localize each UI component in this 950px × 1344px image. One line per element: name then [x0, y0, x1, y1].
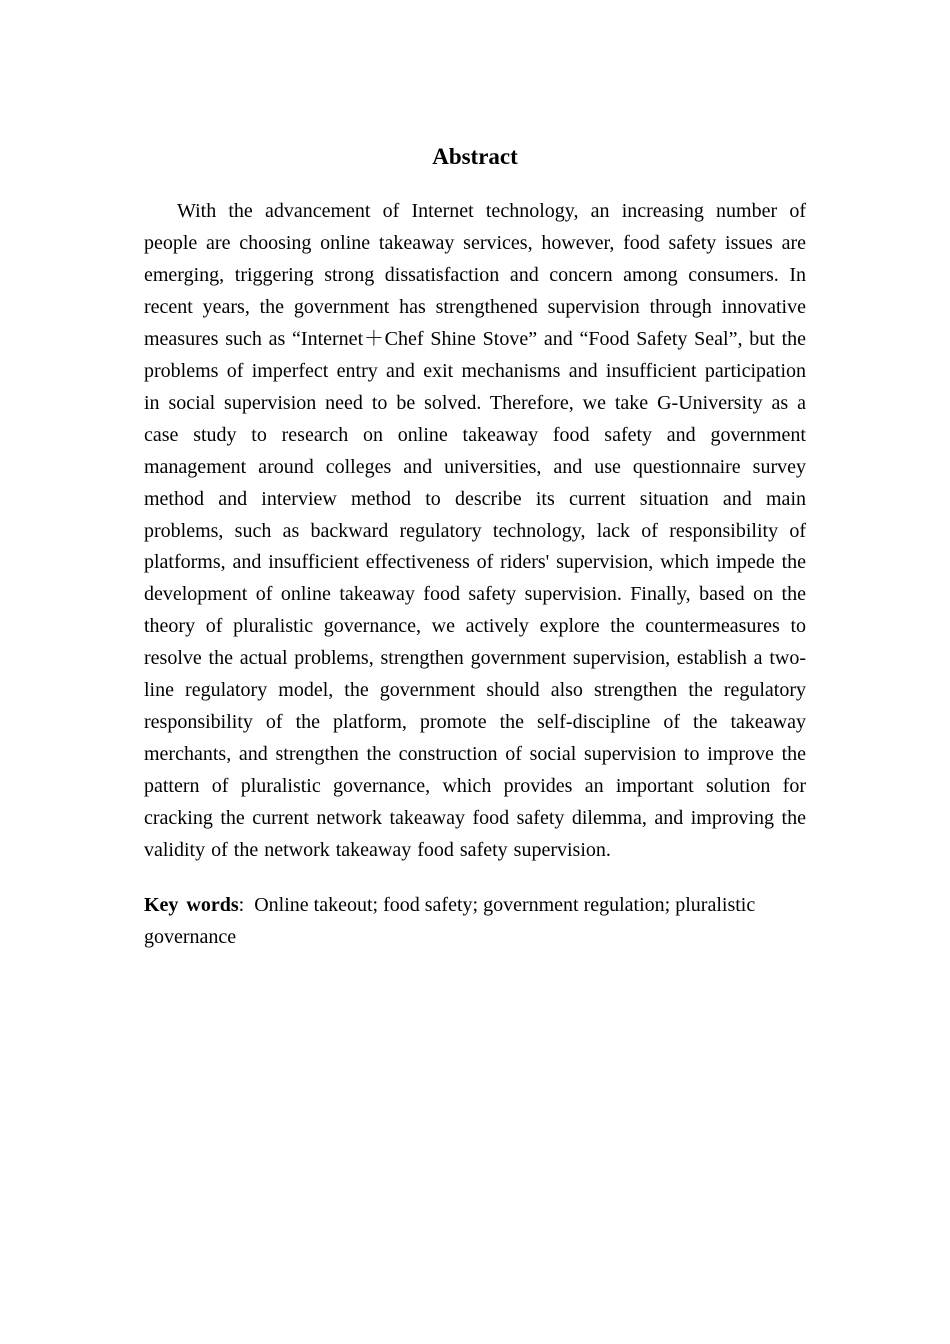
abstract-title: Abstract	[432, 144, 518, 169]
keywords-text: Online takeout; food safety; government regulation; pluralistic governance	[144, 894, 756, 949]
document-page	[144, 138, 806, 953]
abstract-body: With the advancement of Internet technology, an increasing number of people are choosing online takeaway services, however, food safety issues are emerging, triggering strong dissatisfaction and concern among consumers. In recent years, the government has strengthened supervision through innovative measures such as “Internet＋Chef Shine Stove” and “Food Safety Seal”, but the problems of imperfect entry and exit mechanisms and insufficient participation in social supervision need to be solved. Therefore, we take G-University as a case study to research on online takeaway food safety and government management around colleges and universities, and use questionnaire survey method and interview method to describe its current situation and main problems, such as backward regulatory technology, lack of responsibility of platforms, and insufficient effectiveness of riders' supervision, which impede the development of online takeaway food safety supervision. Finally, based on the theory of pluralistic governance, we actively explore the countermeasures to resolve the actual problems, strengthen government supervision, establish a two-line regulatory model, the government should also strengthen the regulatory responsibility of the platform, promote the self-discipline of the takeaway merchants, and strengthen the construction of social supervision to improve the pattern of pluralistic governance, which provides an important solution for cracking the current network takeaway food safety dilemma, and improving the validity of the network takeaway food safety supervision.	[144, 200, 806, 862]
keywords-label: Key words	[144, 894, 239, 917]
keywords-separator: :	[238, 894, 245, 917]
keywords-line	[144, 889, 806, 953]
